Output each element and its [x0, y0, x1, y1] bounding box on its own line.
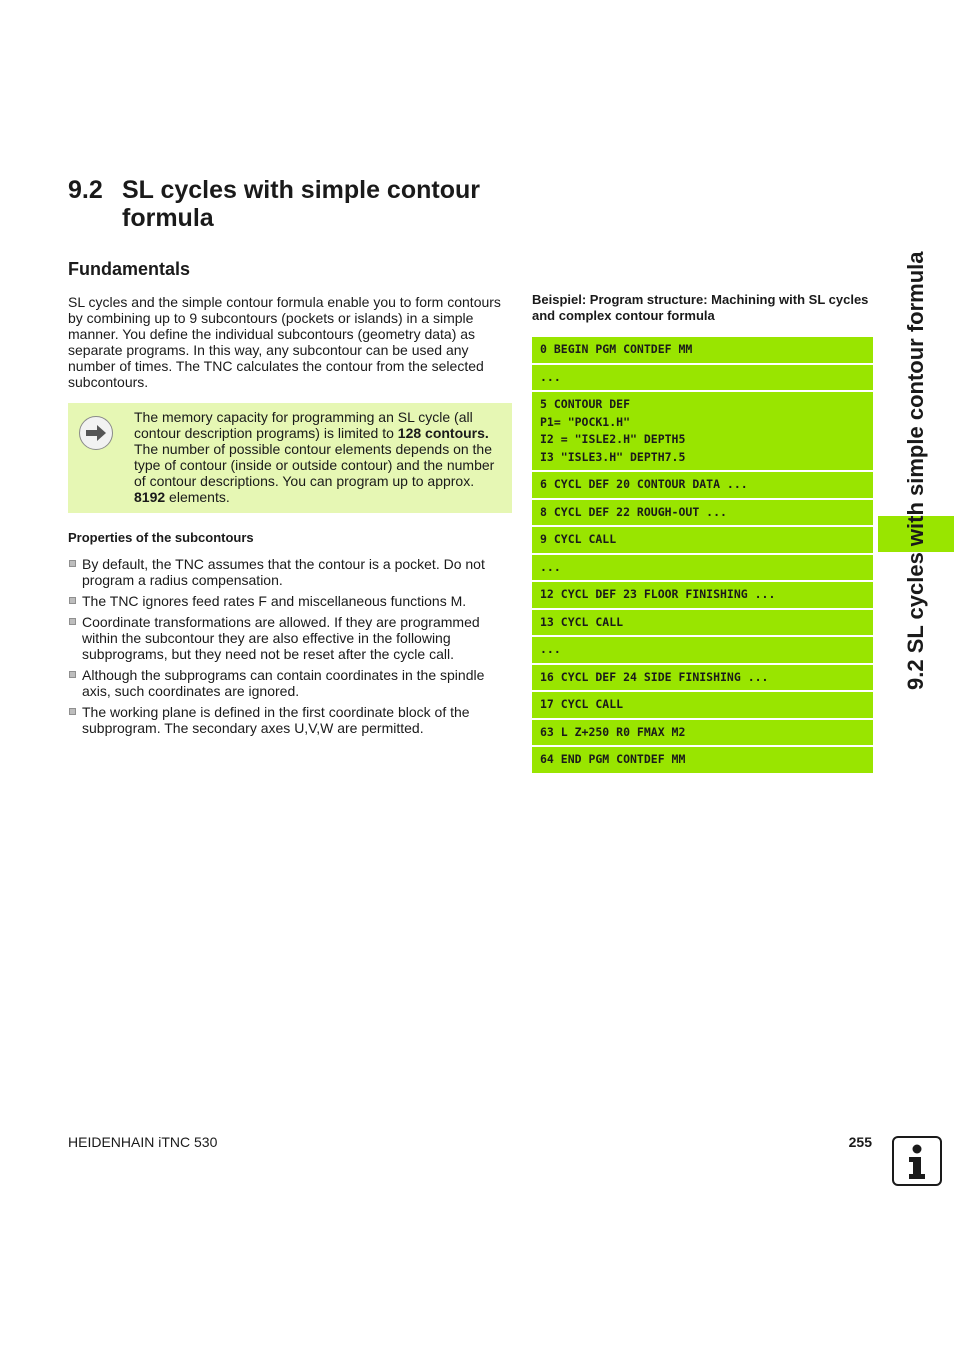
- properties-heading: Properties of the subcontours: [68, 530, 254, 545]
- bullet-square-icon: [69, 708, 76, 715]
- list-item: Coordinate transformations are allowed. If they are programmed within the subcontour they are also effective in the following subprograms, but they need not be reset after the cycle call.: [68, 614, 512, 662]
- program-line: 6 CYCL DEF 20 CONTOUR DATA ...: [532, 472, 873, 498]
- intro-paragraph: SL cycles and the simple contour formula enable you to form contours by combining up to 9 subcontours (pockets or islands) in a simple manner. You define the individual subcontours (geometry data) as separate programs. In this way, any subcontour can be used any number of times. The TNC calculates the contour from the selected subcontours.: [68, 294, 501, 390]
- list-item: By default, the TNC assumes that the contour is a pocket. Do not program a radius compensation.: [68, 556, 512, 588]
- info-icon: [892, 1136, 942, 1186]
- arrow-right-icon: [79, 416, 113, 450]
- program-line: 64 END PGM CONTDEF MM: [532, 747, 873, 773]
- program-line: 17 CYCL CALL: [532, 692, 873, 718]
- program-line: 9 CYCL CALL: [532, 527, 873, 553]
- program-line: ...: [532, 637, 873, 663]
- note-text: The memory capacity for programming an SL cycle (all contour description programs) is limited to 128 contours. The number of possible contour elements depends on the type of contour (inside or outside contour) and the number of contour descriptions. You can program up to approx. 8192 elements.: [134, 409, 495, 505]
- program-line: 0 BEGIN PGM CONTDEF MM: [532, 337, 873, 363]
- program-line: ...: [532, 365, 873, 391]
- list-item: The working plane is defined in the first coordinate block of the subprogram. The secondary axes U,V,W are permitted.: [68, 704, 512, 736]
- list-item: The TNC ignores feed rates F and miscellaneous functions M.: [68, 593, 512, 609]
- subsection-title: Fundamentals: [68, 259, 191, 279]
- section-title: SL cycles with simple contour formula: [122, 176, 480, 232]
- program-line: 63 L Z+250 R0 FMAX M2: [532, 720, 873, 746]
- program-line: 12 CYCL DEF 23 FLOOR FINISHING ...: [532, 582, 873, 608]
- side-tab-title: 9.2 SL cycles with simple contour formula: [903, 251, 928, 690]
- program-listing: [532, 337, 873, 775]
- page-number: 255: [848, 1134, 872, 1150]
- note-bold-elements: 8192: [134, 489, 166, 505]
- program-line: 5 CONTOUR DEF P1= "POCK1.H" I2 = "ISLE2.H" DEPTH5 I3 "ISLE3.H" DEPTH7.5: [532, 392, 873, 470]
- program-line: ...: [532, 555, 873, 581]
- program-line: 13 CYCL CALL: [532, 610, 873, 636]
- bullet-square-icon: [69, 560, 76, 567]
- bullet-square-icon: [69, 597, 76, 604]
- footer-product: HEIDENHAIN iTNC 530: [68, 1134, 218, 1150]
- program-line: 16 CYCL DEF 24 SIDE FINISHING ...: [532, 665, 873, 691]
- program-line: 8 CYCL DEF 22 ROUGH-OUT ...: [532, 500, 873, 526]
- bullet-square-icon: [69, 618, 76, 625]
- example-heading: Beispiel: Program structure: Machining with SL cycles and complex contour formula: [532, 292, 869, 323]
- section-number: 9.2: [68, 176, 103, 204]
- list-item: Although the subprograms can contain coordinates in the spindle axis, such coordinates are ignored.: [68, 667, 512, 699]
- bullet-square-icon: [69, 671, 76, 678]
- note-bold-limit: 128 contours.: [397, 425, 489, 441]
- properties-list: [68, 556, 512, 741]
